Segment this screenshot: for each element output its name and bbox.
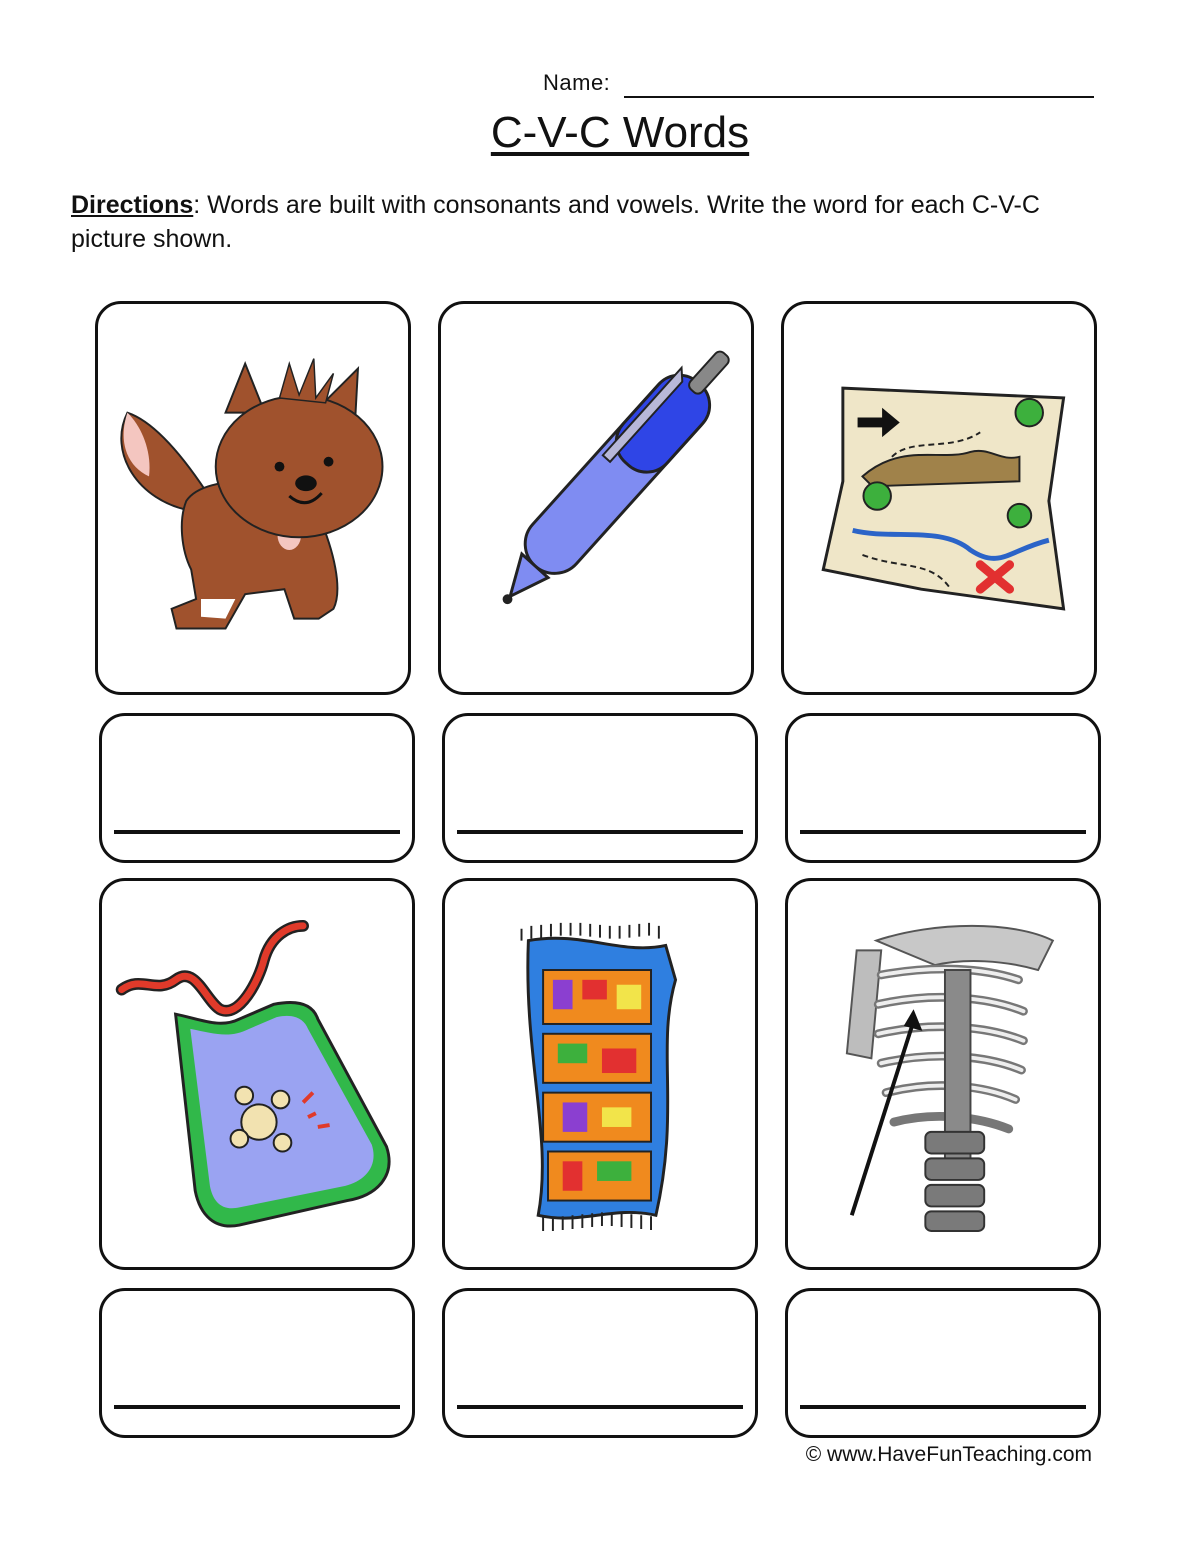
answer-box-2[interactable] <box>442 713 758 863</box>
copyright-footer: © www.HaveFunTeaching.com <box>805 1443 1092 1466</box>
picture-card-rug <box>442 878 758 1270</box>
picture-card-pen <box>438 301 754 695</box>
answer-line <box>800 830 1086 834</box>
picture-card-bib <box>99 878 415 1270</box>
answer-line <box>800 1405 1086 1409</box>
answer-line <box>457 1405 743 1409</box>
answer-box-1[interactable] <box>99 713 415 863</box>
directions <box>71 188 1111 256</box>
picture-card-fox <box>95 301 411 695</box>
answer-box-5[interactable] <box>442 1288 758 1438</box>
directions-label: Directions <box>71 191 194 219</box>
rug-icon <box>445 881 755 1267</box>
directions-text: : Words are built with consonants and vowels. Write the word for each C-V-C picture shown. <box>71 191 1040 253</box>
map-icon <box>784 304 1094 692</box>
answer-box-3[interactable] <box>785 713 1101 863</box>
pen-icon <box>441 304 751 692</box>
name-field[interactable] <box>624 96 1094 98</box>
fox-icon <box>98 304 408 692</box>
name-label: Name: <box>543 70 611 95</box>
answer-line <box>457 830 743 834</box>
rib-icon <box>788 881 1098 1267</box>
picture-card-map <box>781 301 1097 695</box>
picture-card-rib <box>785 878 1101 1270</box>
answer-line <box>114 830 400 834</box>
answer-box-4[interactable] <box>99 1288 415 1438</box>
page-title: C-V-C Words <box>490 108 750 157</box>
bib-icon <box>102 881 412 1267</box>
answer-box-6[interactable] <box>785 1288 1101 1438</box>
answer-line <box>114 1405 400 1409</box>
